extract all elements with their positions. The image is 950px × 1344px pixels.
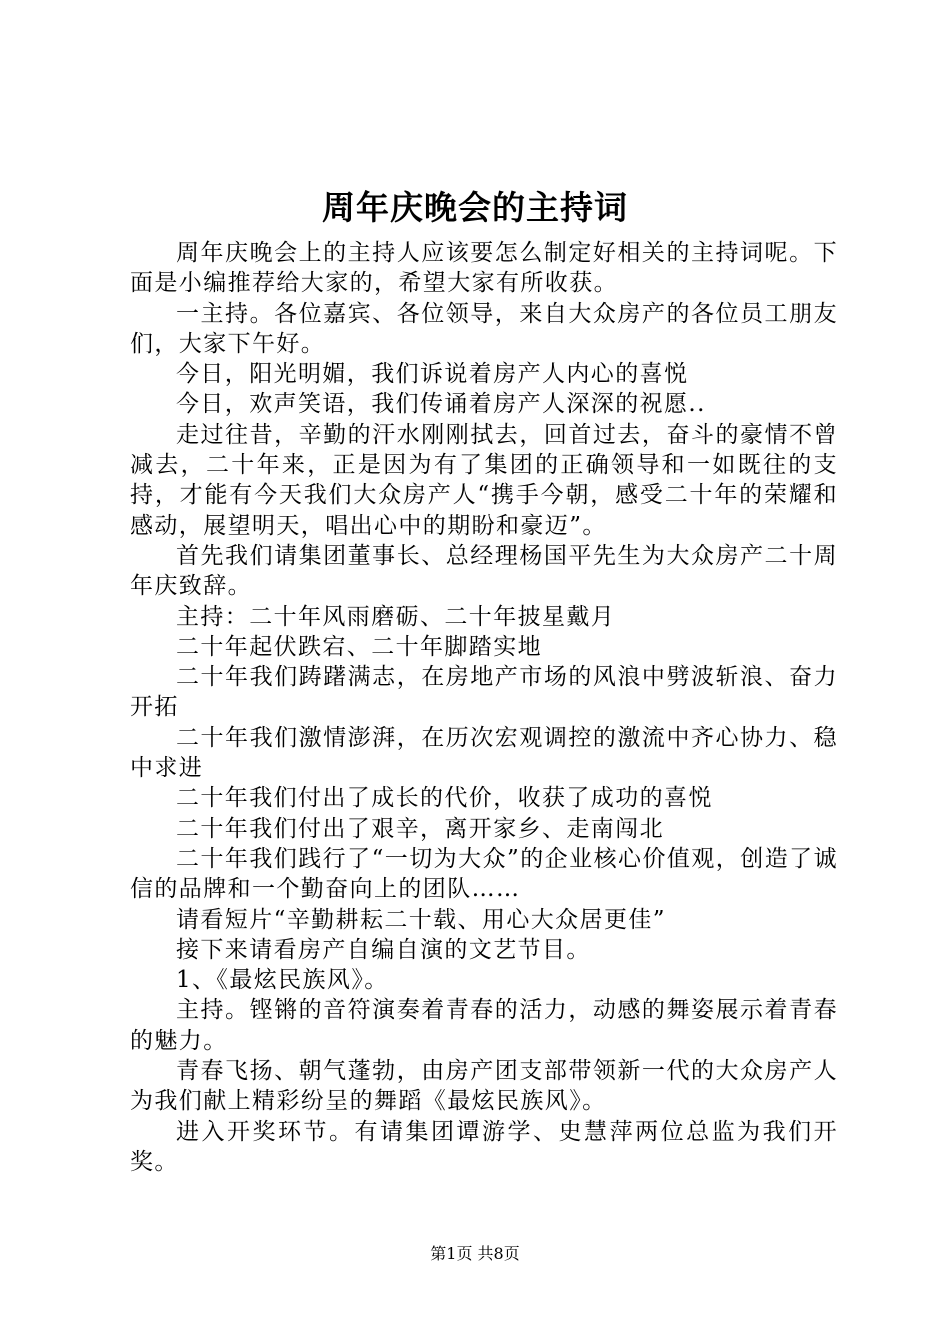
paragraph: 二十年我们激情澎湃，在历次宏观调控的激流中齐心协力、稳中求进 xyxy=(130,724,838,782)
paragraph: 请看短片“辛勤耕耘二十载、用心大众居更佳” xyxy=(176,906,666,933)
paragraph: 青春飞扬、朝气蓬勃，由房产团支部带领新一代的大众房产人为我们献上精彩纷呈的舞蹈《最炫民族风》。 xyxy=(130,1058,838,1115)
paragraph: 接下来请看房产自编自演的文艺节目。 xyxy=(176,936,591,963)
paragraph: 周年庆晚会上的主持人应该要怎么制定好相关的主持词呢。下面是小编推荐给大家的，希望大家有所收获。 xyxy=(130,240,838,297)
paragraph: 主持。铿锵的音符演奏着青春的活力，动感的舞姿展示着青春的魅力。 xyxy=(130,997,838,1054)
document-body xyxy=(130,238,838,1177)
paragraph: 二十年起伏跌宕、二十年脚踏实地 xyxy=(176,633,542,660)
paragraph: 进入开奖环节。有请集团谭游学、史慧萍两位总监为我们开奖。 xyxy=(130,1118,838,1175)
paragraph: 二十年我们付出了成长的代价，收获了成功的喜悦 xyxy=(176,785,713,812)
paragraph: 二十年我们踌躇满志，在房地产市场的风浪中劈波斩浪、奋力开拓 xyxy=(130,664,838,721)
document-title: 周年庆晚会的主持词 xyxy=(322,188,628,227)
paragraph: 主持：二十年风雨磨砺、二十年披星戴月 xyxy=(176,603,616,630)
paragraph: 1、《最炫民族风》。 xyxy=(176,967,389,994)
paragraph: 首先我们请集团董事长、总经理杨国平先生为大众房产二十周年庆致辞。 xyxy=(130,542,838,600)
paragraph: 今日，欢声笑语，我们传诵着房产人深深的祝愿.. xyxy=(176,391,706,418)
paragraph: 今日，阳光明媚，我们诉说着房产人内心的喜悦 xyxy=(176,361,689,388)
paragraph: 二十年我们践行了“一切为大众”的企业核心价值观，创造了诚信的品牌和一个勤奋向上的团队…… xyxy=(130,845,838,903)
paragraph: 一主持。各位嘉宾、各位领导，来自大众房产的各位员工朋友们，大家下午好。 xyxy=(130,300,838,357)
paragraph: 二十年我们付出了艰辛，离开家乡、走南闯北 xyxy=(176,815,664,842)
page-footer: 第1页 共8页 xyxy=(430,1244,520,1263)
paragraph: 走过往昔，辛勤的汗水刚刚拭去，回首过去，奋斗的豪情不曾减去，二十年来，正是因为有了集团的正确领导和一如既往的支持，才能有今天我们大众房产人“携手今朝，感受二十年的荣耀和感动，展望明天，唱出心中的期盼和豪迈”。 xyxy=(130,421,838,539)
